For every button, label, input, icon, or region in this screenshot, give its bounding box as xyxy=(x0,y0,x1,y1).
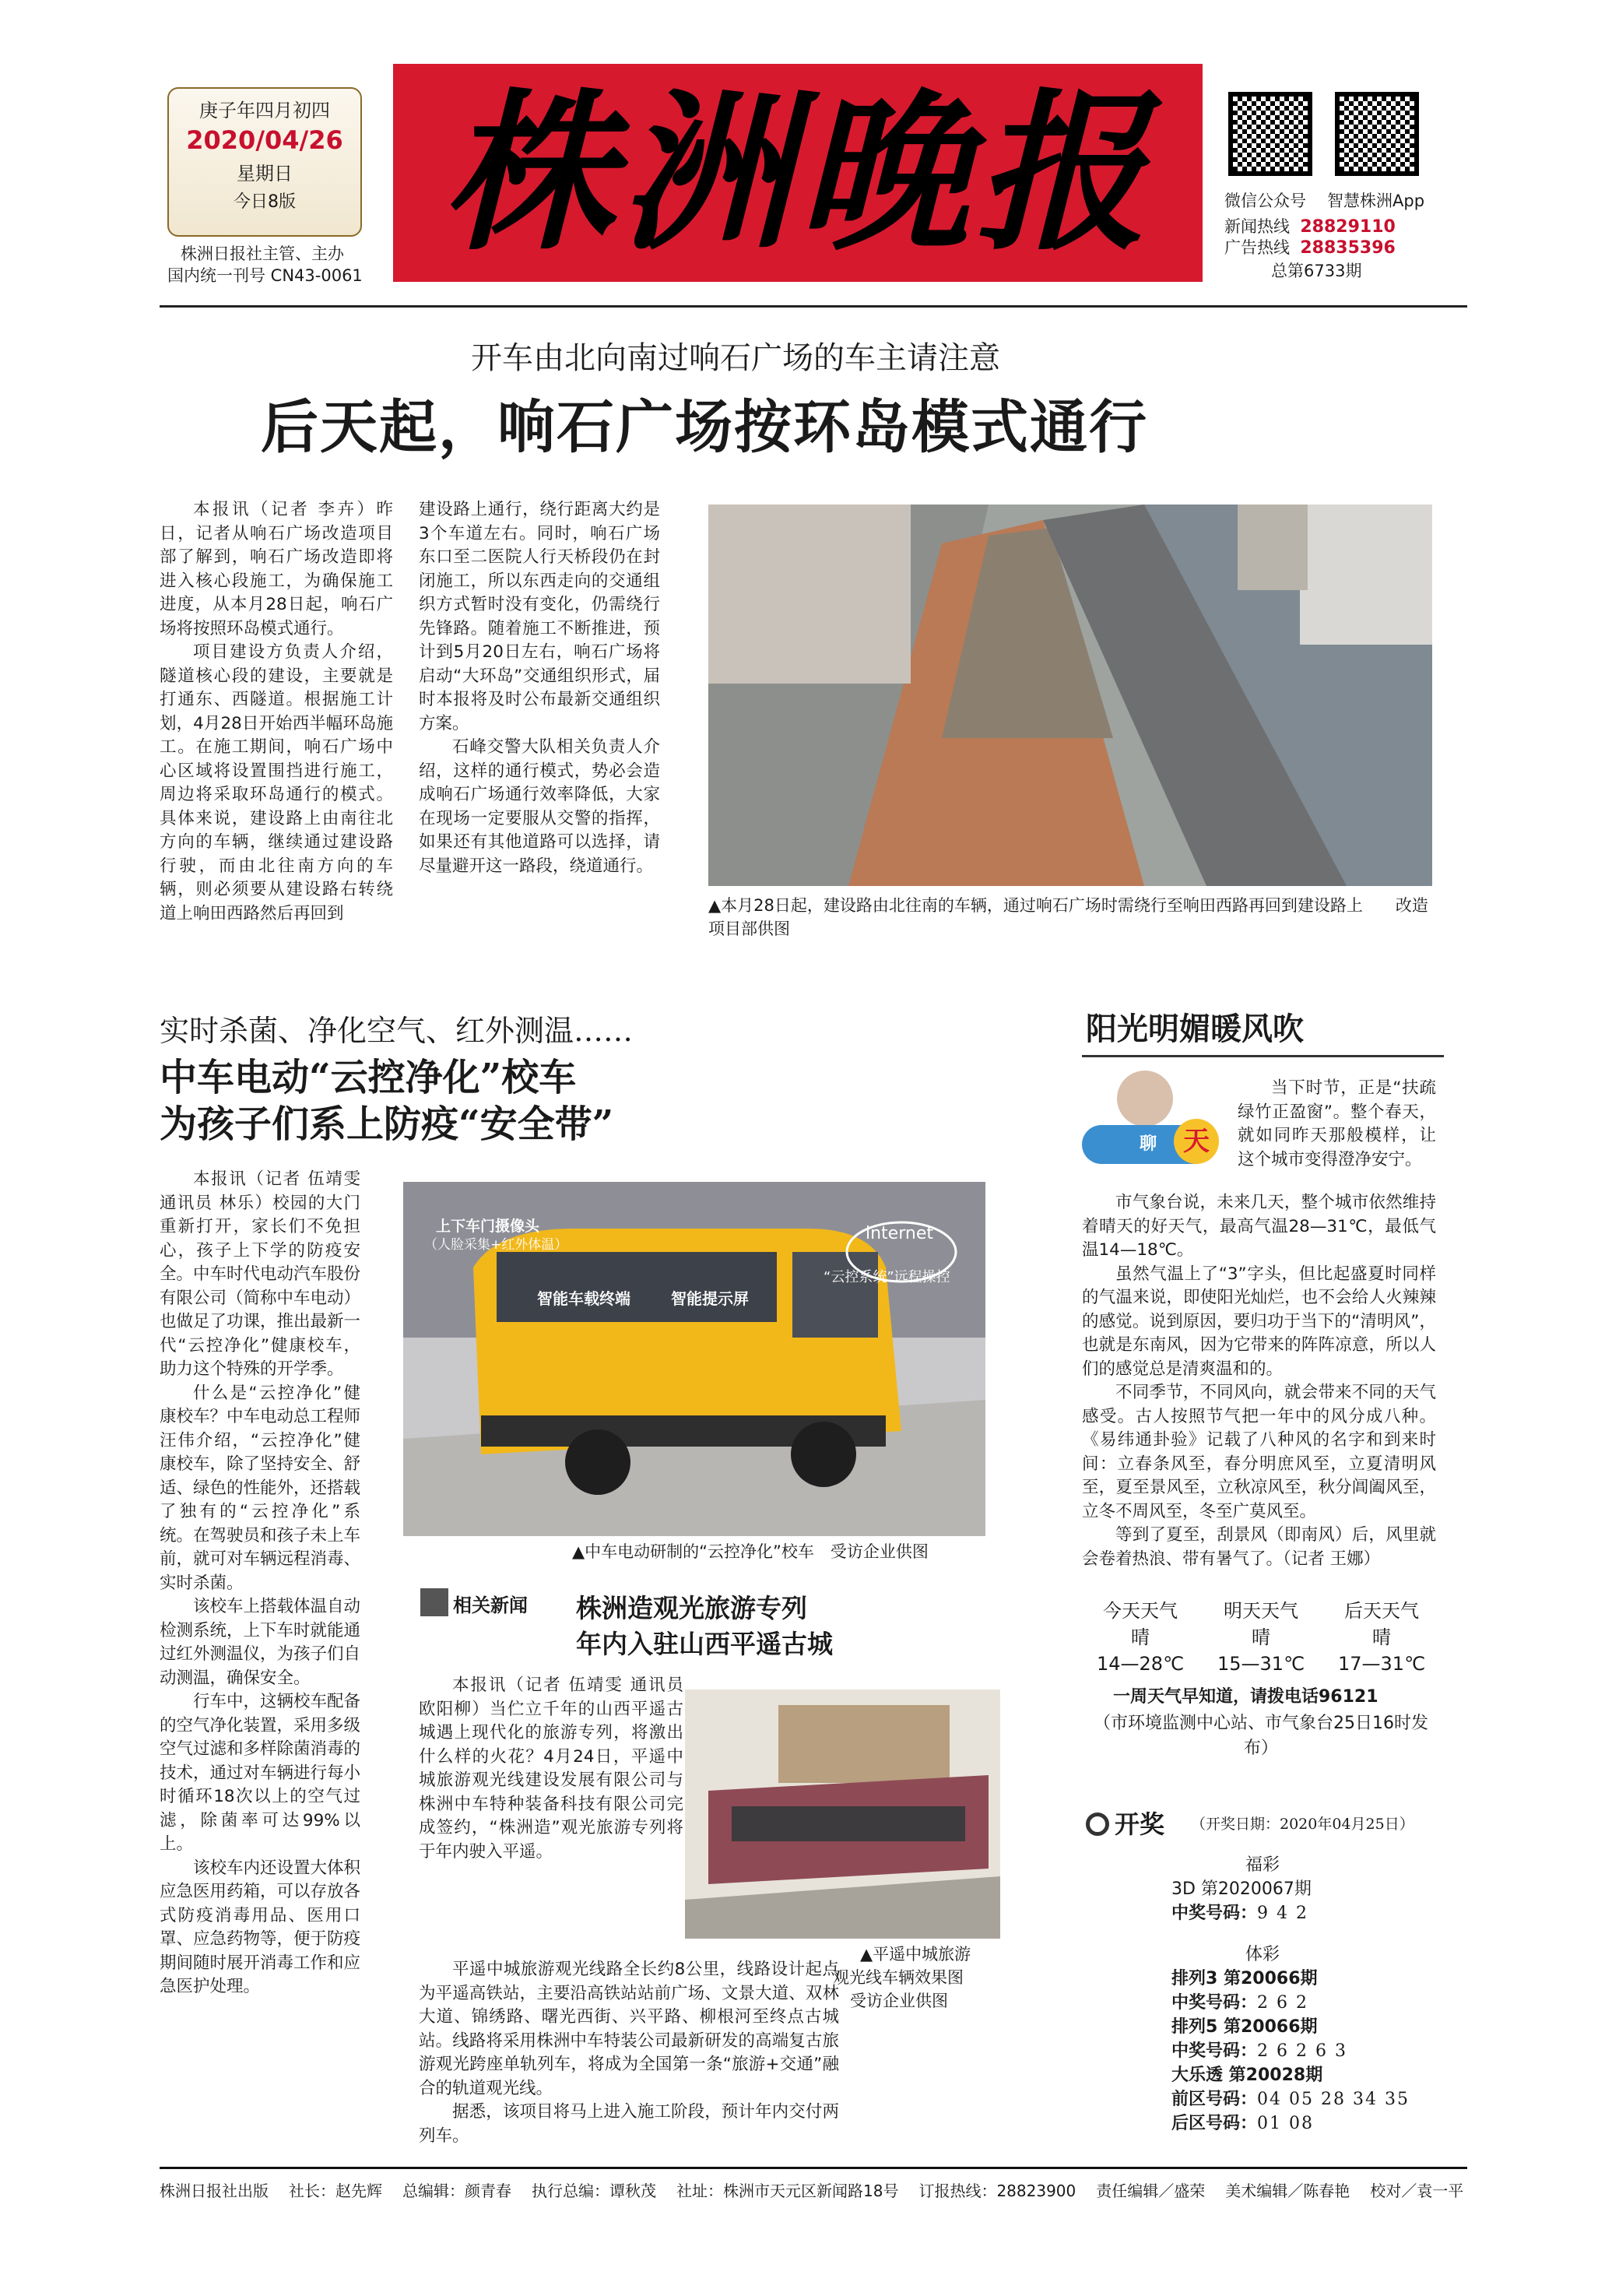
weather-today: 今天天气 晴 14—28℃ xyxy=(1096,1600,1185,1675)
weekday: 星期日 xyxy=(237,163,293,185)
edition-count: 今日8版 xyxy=(234,192,296,212)
bus-photo-caption: ▲中车电动研制的“云控净化”校车 受访企业供图 xyxy=(572,1542,929,1561)
lead-col1 xyxy=(160,498,393,926)
masthead-banner xyxy=(393,64,1203,282)
lead-para: 项目建设方负责人介绍，隧道核心段的建设，主要就是打通东、西隧道。根据施工计划，4月28日开始西半幅环岛施工。在施工期间，响石广场中心区域将设置围挡进行施工，周边将采取环岛通行的模式。具体来说，建设路上由南往北方向的车辆，继续通过建设路行驶，而由北往南方向的车辆，则必须要从建设路右转绕道上响田西路然后再回到 xyxy=(160,642,393,923)
footer-proof: 校对／袁一平 xyxy=(1370,2182,1464,2200)
footer-exec: 执行总编：谭秋茂 xyxy=(532,2182,656,2200)
train-photo xyxy=(685,1689,1000,1939)
masthead-rule xyxy=(160,305,1467,308)
related-body xyxy=(419,1958,839,2148)
related-lead xyxy=(419,1674,683,1864)
bus-label-internet: internet xyxy=(866,1224,933,1243)
qr-wechat-label: 微信公众号 xyxy=(1224,192,1306,210)
issue-date: 2020/04/26 xyxy=(186,125,343,155)
lead-photo-caption: ▲本月28日起，建设路由北往南的车辆，通过响石广场时需绕行至响田西路再回到建设路上 改造项目部供图 xyxy=(708,896,1428,938)
ad-hotline: 广告热线 28835396 xyxy=(1224,238,1396,258)
column-body xyxy=(1082,1191,1436,1571)
columnist-badge xyxy=(1082,1071,1222,1187)
related-para: 本报讯（记者 伍靖雯 通讯员 欧阳柳）当伫立千年的山西平遥古城遇上现代化的旅游专列，将激出什么样的火花？4月24日，平遥中城旅游观光线建设发展有限公司与株洲中车特种装备科技有限公司完成签约，“株洲造”观光旅游专列将于年内驶入平遥。 xyxy=(419,1675,683,1862)
bus-headline-2: 为孩子们系上防疫“安全带” xyxy=(160,1102,614,1146)
bus-label-camera-sub: （人脸采集+红外体温） xyxy=(424,1237,568,1253)
fc3d-issue: 3D 第2020067期 xyxy=(1171,1879,1312,1899)
lead-headline: 后天起，响石广场按环岛模式通行 xyxy=(261,394,1148,461)
footer xyxy=(160,2167,1467,2201)
bus-kicker: 实时杀菌、净化空气、红外测温…… xyxy=(160,1014,634,1048)
weather-hotline: 一周天气早知道，请拨电话96121 xyxy=(1113,1687,1378,1707)
issn: 国内统一刊号 CN43-0061 xyxy=(167,266,363,285)
p5-issue: 排列5 第20066期 xyxy=(1171,2017,1318,2037)
dlt-back: 后区号码：01 08 xyxy=(1171,2114,1314,2133)
lead-para: 石峰交警大队相关负责人介绍，这样的通行模式，势必会造成响石广场通行效率降低，大家在现场一定要服从交警的指挥，如果还有其他道路可以选择，请尽量避开这一路段，绕道通行。 xyxy=(419,737,660,876)
publisher-line: 株洲日报社主管、主办 xyxy=(181,244,344,263)
dlt-issue: 大乐透 第20028期 xyxy=(1171,2066,1323,2085)
p5-numbers: 中奖号码：2 6 2 6 3 xyxy=(1171,2041,1347,2061)
app-qr-icon xyxy=(1335,92,1419,176)
column-para: 当下时节，正是“扶疏绿竹正盈窗”。整个春天，就如同昨天那般模样，让这个城市变得澄净安宁。 xyxy=(1238,1078,1436,1169)
bus-label-screen: 智能提示屏 xyxy=(671,1289,749,1308)
wechat-qr-icon xyxy=(1228,92,1312,176)
bus-headline-1: 中车电动“云控净化”校车 xyxy=(160,1056,577,1099)
bus-para: 行车中，这辆校车配备的空气净化装置，采用多级空气过滤和多样除菌消毒的技术，通过对车辆进行每小时循环18次以上的空气过滤，除菌率可达99%以上。 xyxy=(160,1692,361,1854)
fc3d-numbers: 中奖号码：9 4 2 xyxy=(1171,1904,1308,1923)
lottery-title: 开奖 xyxy=(1115,1809,1165,1839)
footer-editor: 总编辑：颜青春 xyxy=(402,2182,511,2200)
lottery-date: （开奖日期：2020年04月25日） xyxy=(1191,1816,1414,1833)
train-caption-2: 观光线车辆效果图 xyxy=(833,1968,964,1987)
bus-para: 什么是“云控净化”健康校车？中车电动总工程师汪伟介绍，“云控净化”健康校车，除了坚持安全、舒适、绿色的性能外，还搭载了独有的“云控净化”系统。在驾驶员和孩子未上车前，就可对车辆远程消毒、实时杀菌。 xyxy=(160,1383,361,1593)
news-hotline: 新闻热线 28829110 xyxy=(1224,217,1396,237)
footer-address: 社址：株洲市天元区新闻路18号 xyxy=(676,2182,899,2200)
bus-para: 该校车内还设置大体积应急医用药箱，可以存放各式防疫消毒用品、医用口罩、应急药物等，便于防疫期间随时展开消毒工作和应急医护处理。 xyxy=(160,1858,361,1996)
lottery-circle-icon xyxy=(1086,1813,1109,1836)
badge-sky: 天 xyxy=(1174,1119,1219,1164)
lead-para: 建设路上通行，绕行距离大约是3个车道左右。同时，响石广场东口至二医院人行天桥段仍在封闭施工，所以东西走向的交通组织方式暂时没有变化，仍需绕行先锋路。随着施工不断推进，预计到5月20日左右，响石广场将启动“大环岛”交通组织形式，届时本报将及时公布最新交通组织方案。 xyxy=(419,500,660,733)
bus-col xyxy=(160,1168,360,1999)
footer-president: 社长：赵先辉 xyxy=(289,2182,382,2200)
bus-para: 该校车上搭载体温自动检测系统，上下车时就能通过红外测温仪，为孩子们自动测温，确保安全。 xyxy=(160,1597,361,1688)
related-para: 平遥中城旅游观光线路全长约8公里，线路设计起点为平遥高铁站，主要沿高铁站站前广场、文景大道、双林大道、锦绣路、曙光西街、兴平路、柳根河至终点古城站。线路将采用株洲中车特装公司最新研发的高端复古旅游观光跨座单轨列车，将成为全国第一条“旅游+交通”融合的轨道观光线。 xyxy=(419,1960,839,2098)
qr-app-label: 智慧株洲App xyxy=(1327,192,1425,210)
train-caption-3: 受访企业供图 xyxy=(850,1992,948,2010)
related-headline-1: 株洲造观光旅游专列 xyxy=(576,1593,807,1623)
p3-numbers: 中奖号码：2 6 2 xyxy=(1171,1993,1308,2013)
date-badge xyxy=(167,87,362,237)
column-para: 虽然气温上了“3”字头，但比起盛夏时同样的气温来说，即使阳光灿烂，也不会给人火辣辣的感觉。说到原因，要归功于当下的“清明风”，也就是东南风，因为它带来的阵阵凉意，所以人们的感觉总是清爽温和的。 xyxy=(1082,1264,1436,1379)
p3-issue: 排列3 第20066期 xyxy=(1171,1969,1318,1988)
column-intro xyxy=(1238,1077,1436,1172)
related-headline-2: 年内入驻山西平遥古城 xyxy=(576,1629,833,1659)
column-para: 等到了夏至，刮景风（即南风）后，风里就会卷着热浪、带有暑气了。（记者 王娜） xyxy=(1082,1525,1436,1569)
bus-label-remote: “云控系统”远程操控 xyxy=(824,1269,950,1285)
dlt-front: 前区号码：04 05 28 34 35 xyxy=(1171,2090,1410,2109)
related-arrow-icon xyxy=(420,1588,448,1616)
lead-para: 本报讯（记者 李卉）昨日，记者从响石广场改造项目部了解到，响石广场改造即将进入核心段施工，为确保施工进度，从本月28日起，响石广场将按照环岛模式通行。 xyxy=(160,500,393,638)
masthead-title: 株洲晚报 xyxy=(442,72,1153,273)
fucai-label: 福彩 xyxy=(1245,1855,1280,1875)
lead-photo xyxy=(708,505,1432,886)
lead-col2 xyxy=(419,498,660,878)
bus-label-camera: 上下车门摄像头 xyxy=(436,1218,540,1235)
badge-label: 聊 xyxy=(1082,1125,1214,1164)
lead-kicker: 开车由北向南过响石广场的车主请注意 xyxy=(471,340,1000,376)
footer-publisher: 株洲日报社出版 xyxy=(160,2182,269,2200)
footer-subscription: 订报热线：28823900 xyxy=(918,2182,1076,2200)
bus-label-terminal: 智能车载终端 xyxy=(537,1289,630,1308)
column-para: 市气象台说，未来几天，整个城市依然维持着晴天的好天气，最高气温28—31℃，最低气温14—18℃。 xyxy=(1082,1193,1436,1260)
train-caption-1: ▲平遥中城旅游 xyxy=(860,1945,971,1964)
ticai-label: 体彩 xyxy=(1245,1945,1280,1964)
related-para: 据悉，该项目将马上进入施工阶段，预计年内交付两列车。 xyxy=(419,2102,839,2146)
footer-resp-editor: 责任编辑／盛荣 xyxy=(1096,2182,1206,2200)
lunar-date: 庚子年四月初四 xyxy=(199,100,330,121)
weather-source: （市环境监测中心站、市气象台25日16时发布） xyxy=(1094,1714,1428,1758)
column-title: 阳光明媚暖风吹 xyxy=(1086,1011,1304,1047)
column-para: 不同季节，不同风向，就会带来不同的天气感受。古人按照节气把一年中的风分成八种。《易纬通卦验》记载了八种风的名字和到来时间：立春条风至，春分明庶风至，立夏清明风至，夏至景风至，立秋凉风至，秋分阊阖风至，立冬不周风至，冬至广莫风至。 xyxy=(1082,1383,1436,1521)
issue-total: 总第6733期 xyxy=(1271,262,1362,280)
avatar xyxy=(1117,1071,1173,1127)
weather-day-after: 后天天气 晴 17—31℃ xyxy=(1337,1600,1426,1675)
footer-art-editor: 美术编辑／陈春艳 xyxy=(1225,2182,1350,2200)
bus-para: 本报讯（记者 伍靖雯 通讯员 林乐）校园的大门重新打开，家长们不免担心，孩子上下学的防疫安全。中车时代电动汽车股份有限公司（简称中车电动）也做足了功课，推出最新一代“云控净化”健康校车，助力这个特殊的开学季。 xyxy=(160,1169,361,1379)
weather-tomorrow: 明天天气 晴 15—31℃ xyxy=(1217,1600,1305,1675)
related-tag: 相关新闻 xyxy=(453,1595,528,1616)
column-rule xyxy=(1082,1055,1444,1057)
